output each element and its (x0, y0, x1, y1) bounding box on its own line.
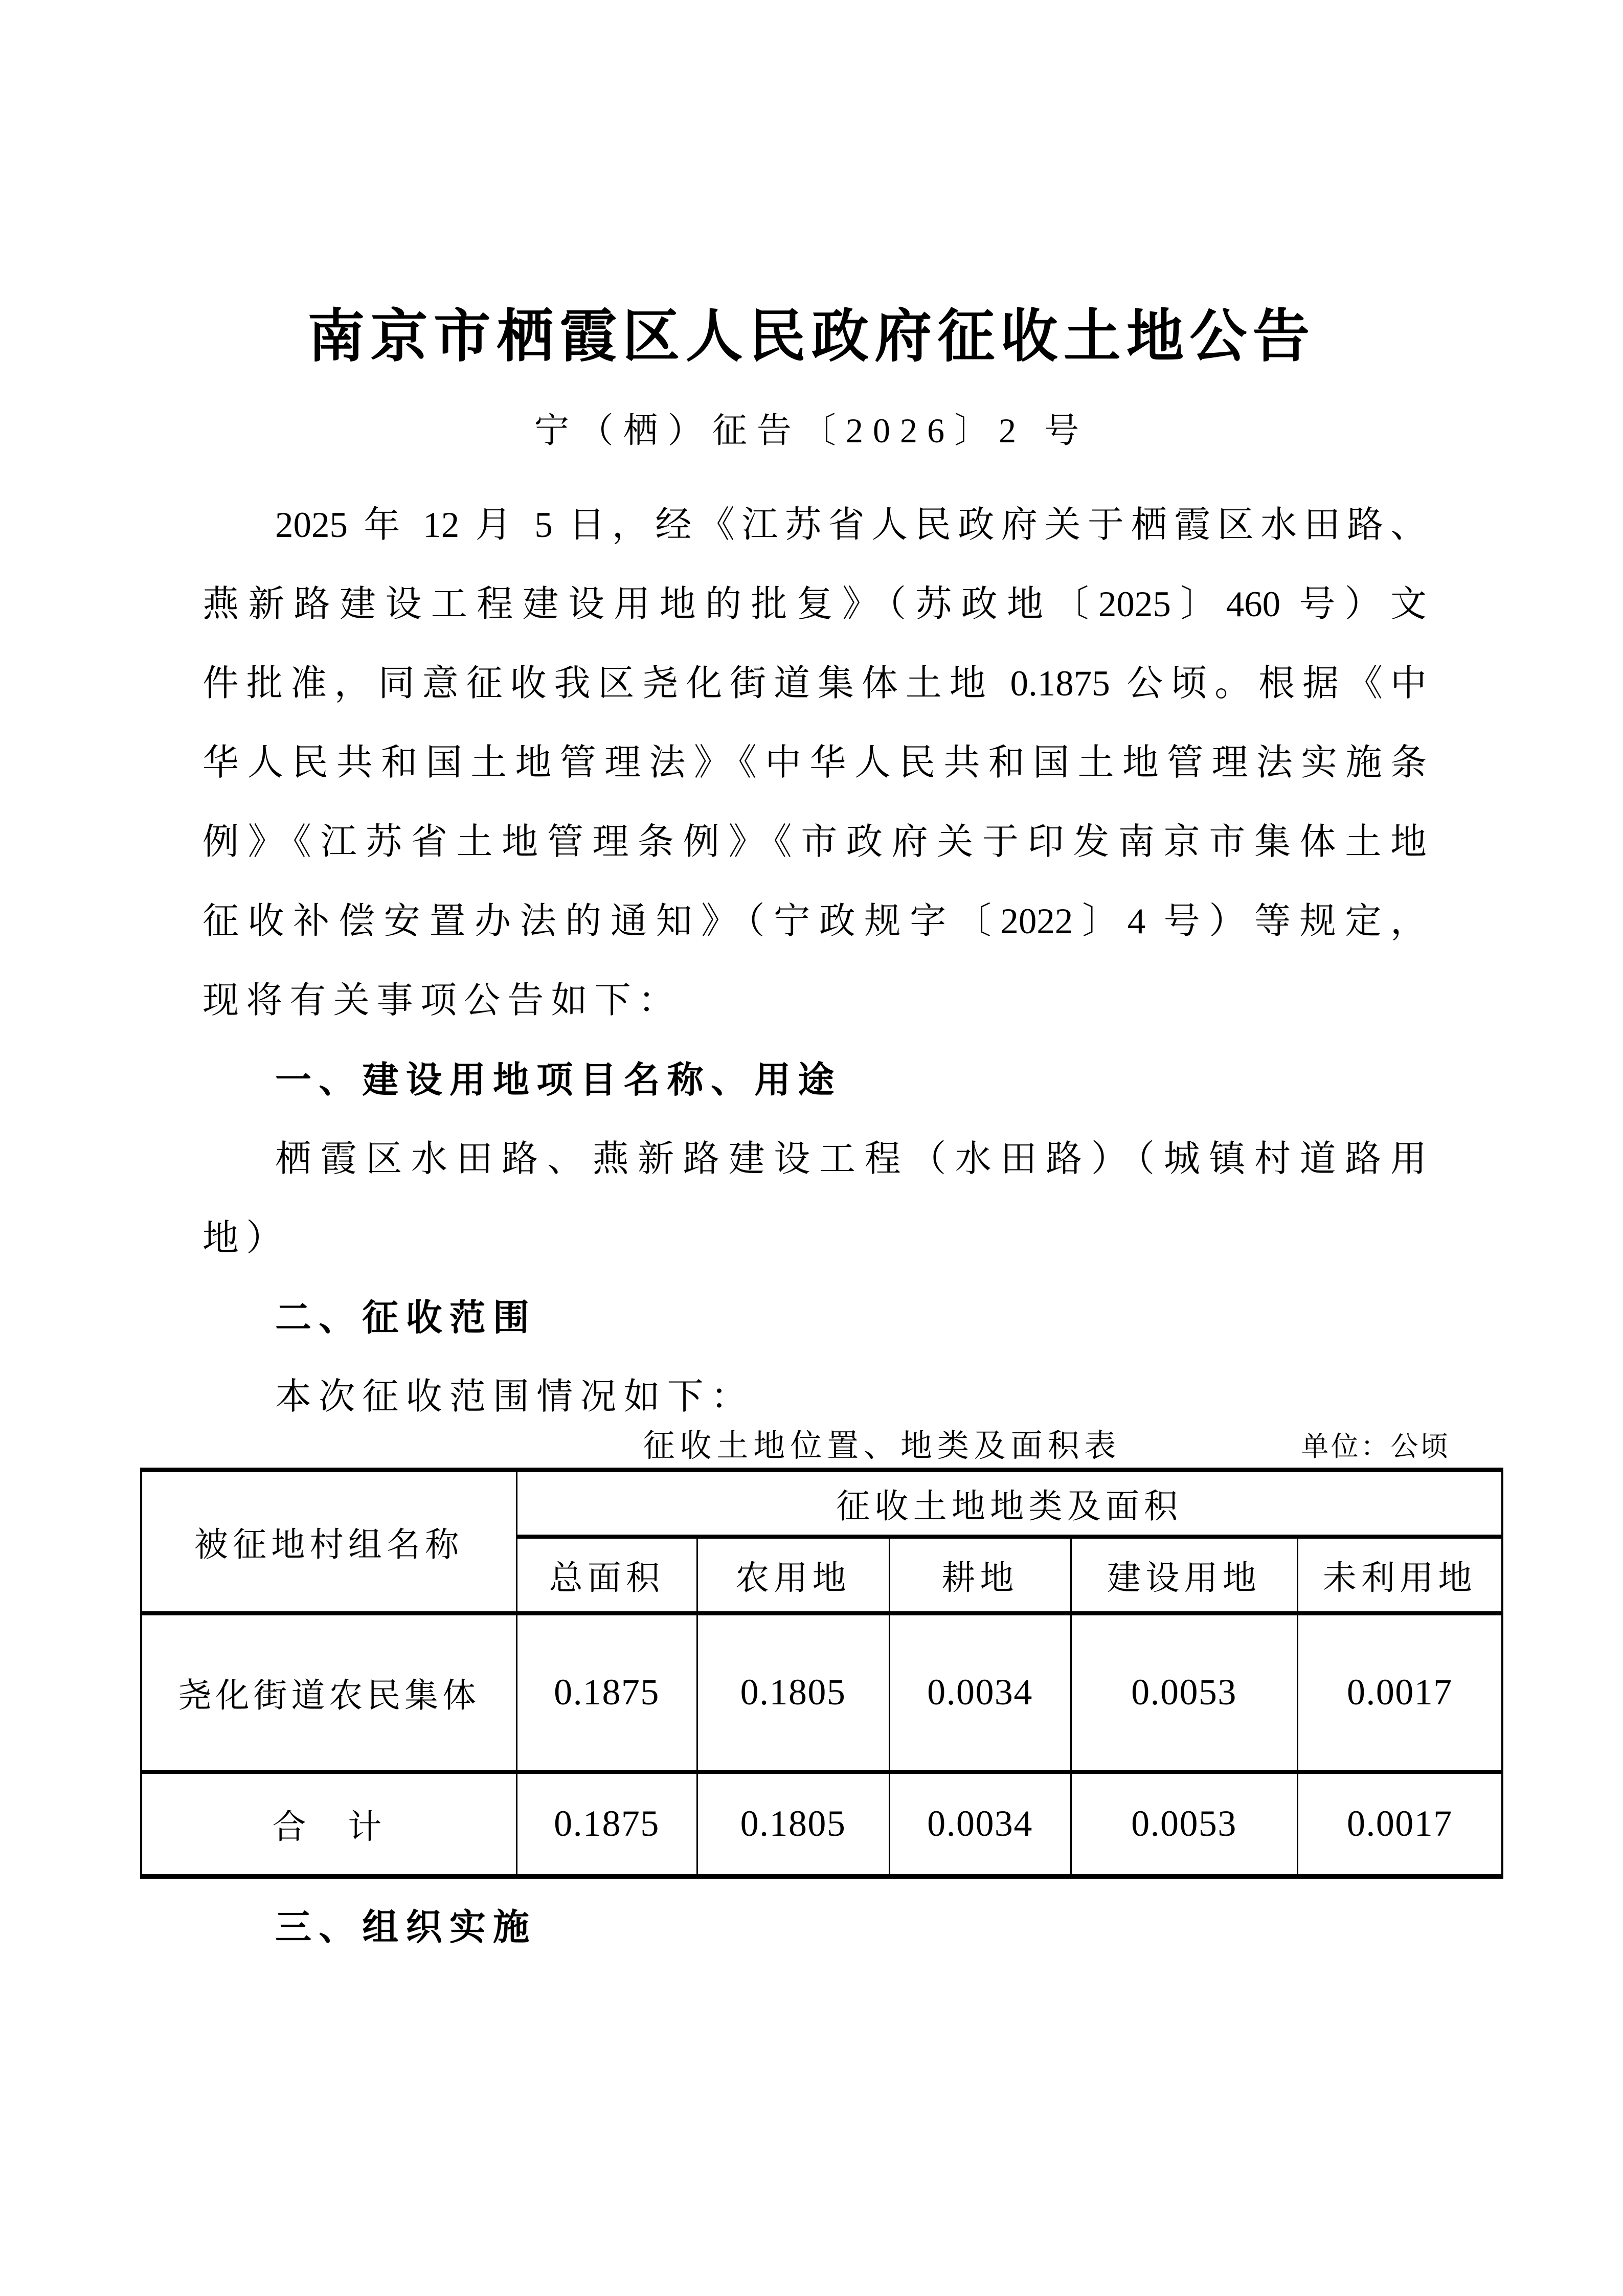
section3-heading: 三、组织实施 (275, 1907, 537, 1948)
col1-header-cell: 被征地村组名称 (141, 1470, 516, 1613)
body-line: 栖霞区水田路、燕新路建设工程（水田路）（城镇村道路用 (275, 1139, 1427, 1179)
body-line: 现将有关事项公告如下： (202, 981, 682, 1021)
value-cell: 0.1875 (516, 1613, 697, 1772)
value-cell: 0.1805 (697, 1613, 889, 1772)
subheader-cell: 耕地 (889, 1537, 1071, 1613)
table-caption: 征收土地位置、地类及面积表 (643, 1429, 1121, 1464)
land-table (140, 1468, 1503, 1879)
subheader-cell: 建设用地 (1071, 1537, 1297, 1613)
table-row (141, 1613, 1502, 1772)
value-cell: 0.0017 (1297, 1613, 1502, 1772)
section2-heading: 二、征收范围 (275, 1298, 537, 1338)
subheader-cell: 农用地 (697, 1537, 889, 1613)
body-line: 燕新路建设工程建设用地的批复》（苏政地〔2025〕460 号）文 (202, 584, 1427, 624)
group-header-cell: 征收土地地类及面积 (516, 1470, 1502, 1537)
table-caption-row (140, 1428, 1501, 1465)
value-cell: 0.0053 (1071, 1613, 1297, 1772)
doc-number: 宁（栖）征告〔2026〕2 号 (534, 411, 1089, 450)
section2-intro: 本次征收范围情况如下： (275, 1377, 755, 1417)
body-line: 征收补偿安置办法的通知》（宁政规字〔2022〕4 号）等规定， (202, 902, 1427, 941)
subheader-cell: 未利用地 (1297, 1537, 1502, 1613)
row-label-cell: 尧化街道农民集体 (141, 1613, 516, 1772)
value-cell: 0.0034 (889, 1613, 1071, 1772)
value-cell: 0.1805 (697, 1772, 889, 1877)
page-title: 南京市栖霞区人民政府征收土地公告 (307, 305, 1316, 369)
body-text (202, 486, 1427, 1437)
body-line: 例》《江苏省土地管理条例》《市政府关于印发南京市集体土地 (202, 822, 1427, 862)
section1-heading: 一、建设用地项目名称、用途 (275, 1060, 842, 1100)
unit-label: 单位：公顷 (1301, 1431, 1450, 1462)
value-cell: 0.0053 (1071, 1772, 1297, 1877)
subheader-cell: 总面积 (516, 1537, 697, 1613)
row-label-cell: 合 计 (141, 1772, 516, 1877)
body-line: 地） (202, 1219, 290, 1258)
body-line: 华人民共和国土地管理法》《中华人民共和国土地管理法实施条 (202, 743, 1427, 783)
value-cell: 0.0034 (889, 1772, 1071, 1877)
body-line: 2025 年 12 月 5 日，经《江苏省人民政府关于栖霞区水田路、 (275, 505, 1427, 545)
value-cell: 0.1875 (516, 1772, 697, 1877)
body-line: 件批准，同意征收我区尧化街道集体土地 0.1875 公顷。根据《中 (202, 664, 1427, 704)
value-cell: 0.0017 (1297, 1772, 1502, 1877)
table-row (141, 1772, 1502, 1877)
